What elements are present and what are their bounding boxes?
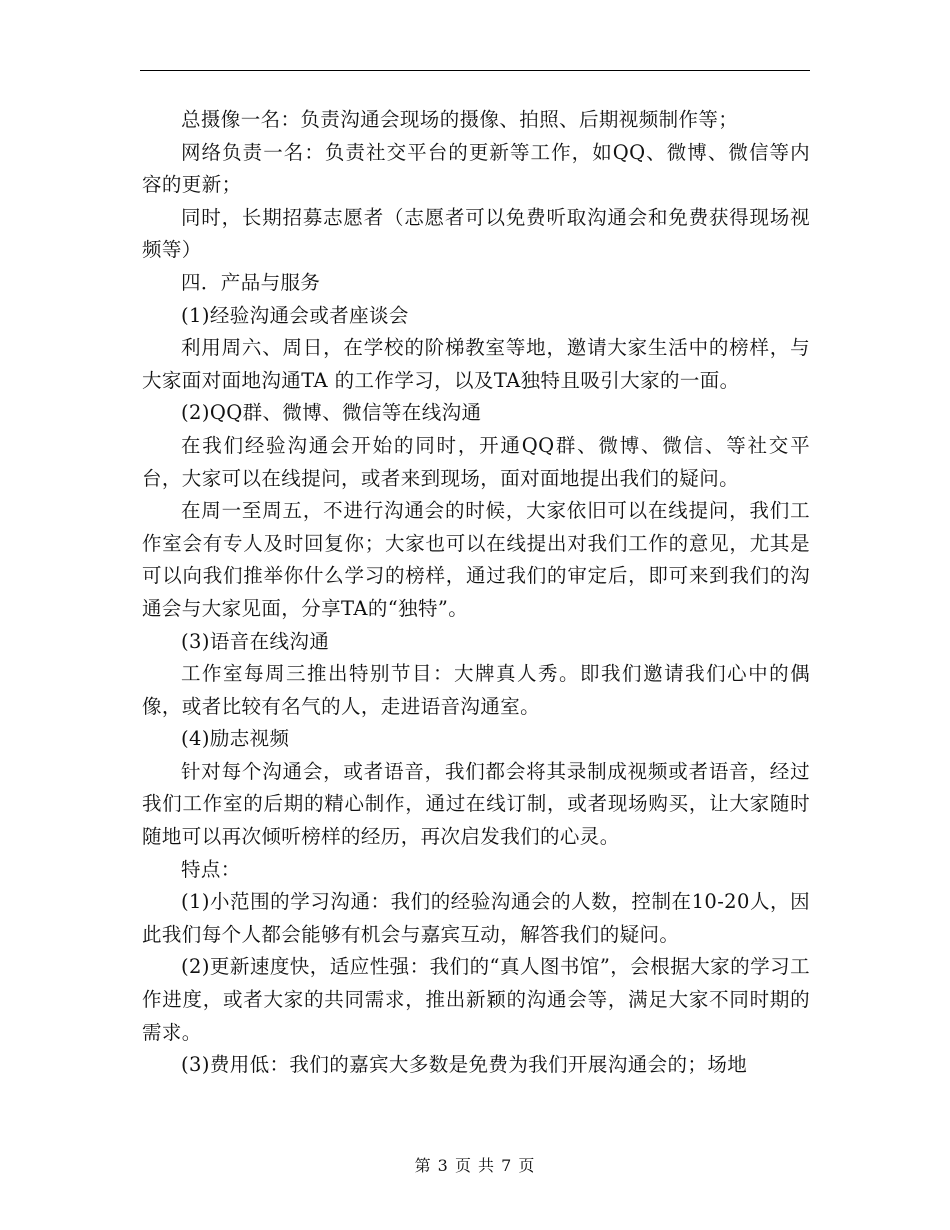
paragraph-voice-online: 工作室每周三推出特别节目：大牌真人秀。即我们邀请我们心中的偶像，或者比较有名气的人，走进语音沟通室。 xyxy=(142,662,810,718)
paragraph-network-manager: 网络负责一名：负责社交平台的更新等工作，如QQ、微博、微信等内容的更新； xyxy=(142,140,810,197)
item-heading-experience-meeting: (1)经验沟通会或者座谈会 xyxy=(181,303,409,327)
item-heading-online-communication: (2)QQ群、微博、微信等在线沟通 xyxy=(181,401,482,425)
feature-fast-update: (2)更新速度快，适应性强：我们的“真人图书馆”，会根据大家的学习工作进度，或者大家的共同需求，推出新颖的沟通会等，满足大家不同时期的需求。 xyxy=(142,955,810,1044)
feature-small-scale: (1)小范围的学习沟通：我们的经验沟通会的人数，控制在10-20人，因此我们每个人都会能够有机会与嘉宾互动，解答我们的疑问。 xyxy=(142,890,810,946)
paragraph-inspirational-video: 针对每个沟通会，或者语音，我们都会将其录制成视频或者语音，经过我们工作室的后期的精心制作，通过在线订制，或者现场购买，让大家随时随地可以再次倾听榜样的经历，再次启发我们的心灵。 xyxy=(142,759,810,849)
paragraph-experience-meeting: 利用周六、周日，在学校的阶梯教室等地，邀请大家生活中的榜样，与大家面对面地沟通TA 的工作学习，以及TA独特且吸引大家的一面。 xyxy=(142,336,810,392)
document-body xyxy=(142,104,810,1082)
paragraph-weekday-online: 在周一至周五，不进行沟通会的时候，大家依旧可以在线提问，我们工作室会有专人及时回复你；大家也可以在线提出对我们工作的意见，尤其是可以向我们推举你什么学习的榜样，通过我们的审定后，即可来到我们的沟通会与大家见面，分享TA的“独特”。 xyxy=(142,499,810,620)
features-heading: 特点： xyxy=(181,857,241,881)
paragraph-volunteers: 同时，长期招募志愿者（志愿者可以免费听取沟通会和免费获得现场视频等） xyxy=(142,205,810,262)
item-heading-voice-online: (3)语音在线沟通 xyxy=(181,629,330,653)
header-rule xyxy=(140,70,810,71)
item-heading-inspirational-video: (4)励志视频 xyxy=(181,727,290,751)
paragraph-photographer: 总摄像一名：负责沟通会现场的摄像、拍照、后期视频制作等； xyxy=(181,108,739,131)
paragraph-online-communication: 在我们经验沟通会开始的同时，开通QQ群、微博、微信、等社交平台，大家可以在线提问，或者来到现场，面对面地提出我们的疑问。 xyxy=(142,433,810,490)
page-number-footer: 第 3 页 共 7 页 xyxy=(414,1156,536,1175)
feature-low-cost: (3)费用低：我们的嘉宾大多数是免费为我们开展沟通会的；场地 xyxy=(181,1053,748,1077)
section-heading-products-services: 四．产品与服务 xyxy=(181,270,321,294)
